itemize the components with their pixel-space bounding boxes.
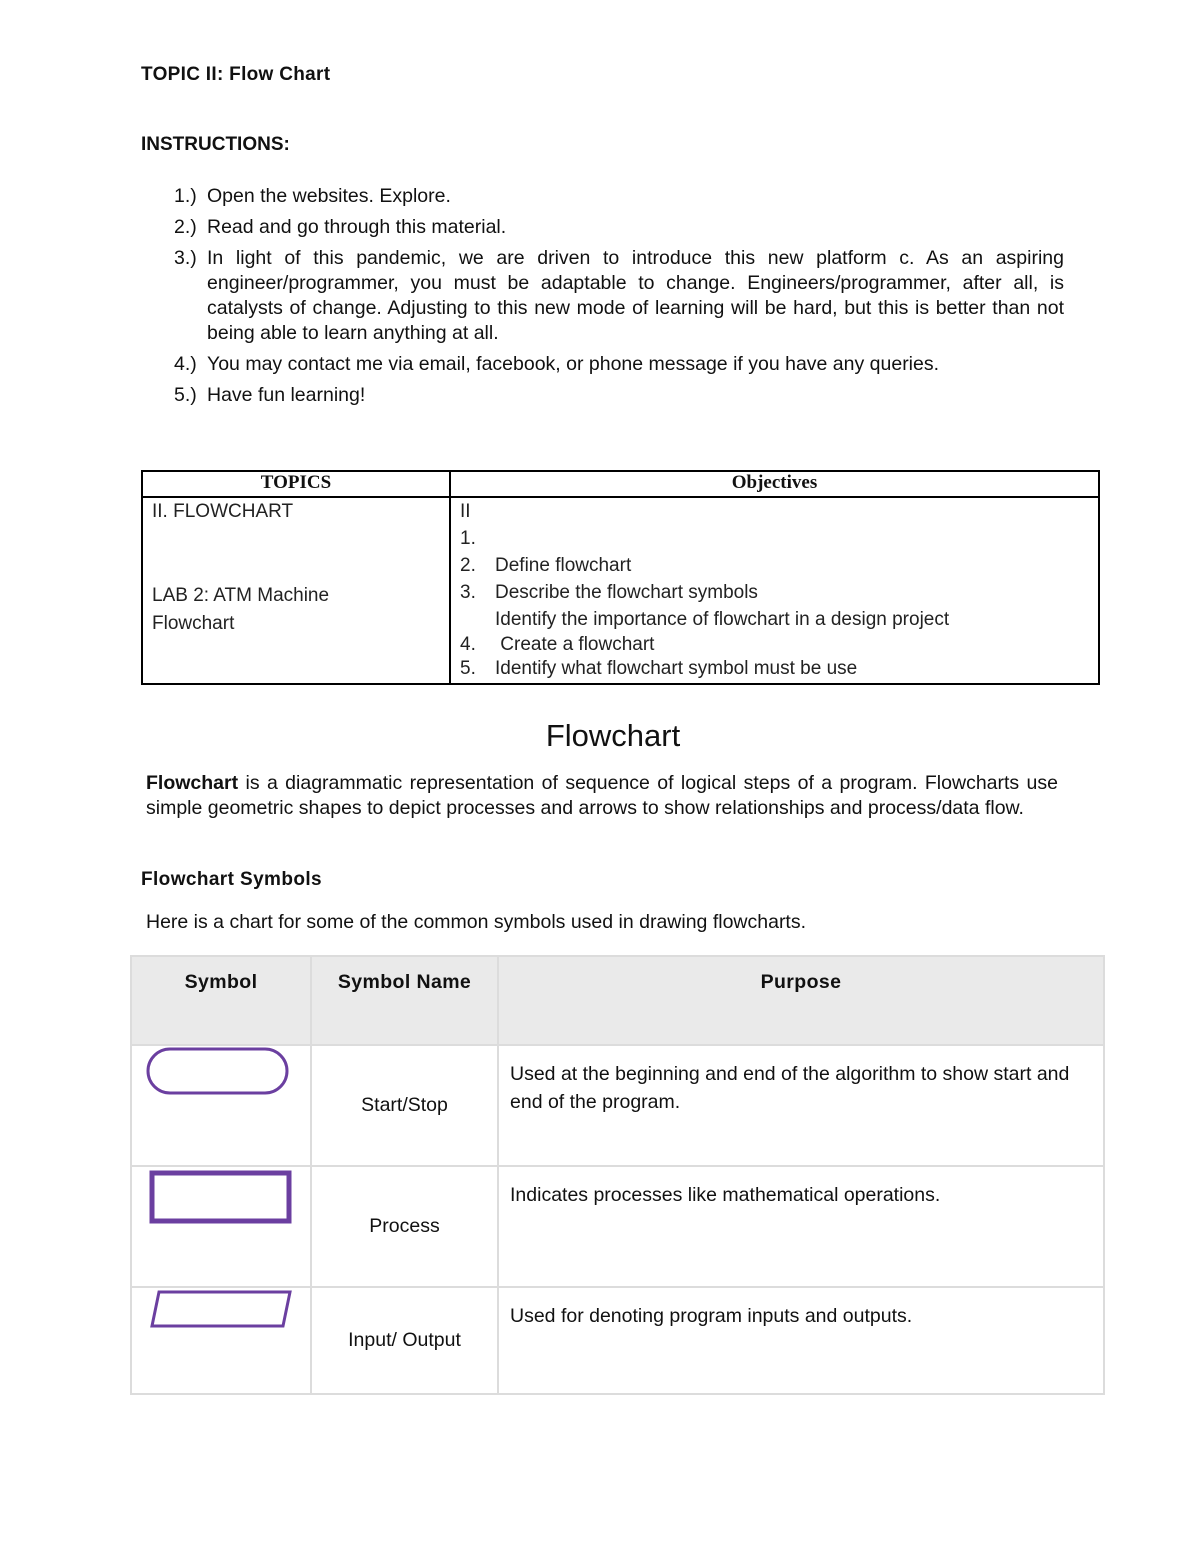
instruction-item <box>174 383 1064 408</box>
symbols-heading: Flowchart Symbols <box>141 869 323 890</box>
topic-line: Flowchart <box>152 613 235 634</box>
symbol-cell <box>131 1166 311 1287</box>
objective-number <box>460 606 495 633</box>
topics-cell <box>142 497 450 684</box>
objective-text: Create a flowchart <box>495 634 655 655</box>
objective-number: 4. <box>460 634 476 655</box>
definition-text: is a diagrammatic representation of sequence of logical steps of a program. Flowcharts use simple geometric shapes to depict processes and arrows to show relationships and process/data flow. <box>146 772 1058 819</box>
topic-line: LAB 2: ATM Machine <box>152 585 330 606</box>
table-row <box>131 1166 1104 1287</box>
terminal-oval-icon <box>132 1046 308 1151</box>
objectives-cell <box>450 497 1099 684</box>
symbol-name: Input/ Output <box>311 1287 498 1394</box>
topics-header: TOPICS <box>142 471 450 497</box>
objective-number: 2. <box>460 555 476 576</box>
objective-text: Identify the importance of flowchart in a design project <box>495 609 950 630</box>
table-row <box>131 1045 1104 1166</box>
instruction-text: In light of this pandemic, we are driven to introduce this new platform c. As an aspiring engineer/programmer, you must be adaptable to change. Engineers/programmer, after all, is catalysts of change. Adjusting to this new mode of learning will be hard, but this is better than not being able to learn anything at all. <box>207 247 1064 344</box>
symbol-name: Start/Stop <box>311 1045 498 1166</box>
objective-number: 3. <box>460 582 476 603</box>
instruction-item <box>174 184 1064 209</box>
topic-line: II. FLOWCHART <box>152 501 294 522</box>
definition-term: Flowchart <box>146 772 239 794</box>
symbol-purpose: Indicates processes like mathematical operations. <box>498 1166 1104 1287</box>
section-title: Flowchart <box>545 718 681 753</box>
instruction-item <box>174 215 1064 240</box>
instruction-item <box>174 246 1064 346</box>
instruction-number: 3.) <box>174 247 197 269</box>
instruction-text: Have fun learning! <box>207 384 366 406</box>
purpose-column-header: Purpose <box>498 956 1104 1045</box>
input-output-parallelogram-icon <box>132 1288 308 1379</box>
symbol-name: Process <box>311 1166 498 1287</box>
symbols-table <box>130 955 1105 1395</box>
topics-objectives-table <box>141 470 1100 685</box>
objective-text: Define flowchart <box>495 555 632 576</box>
instruction-number: 2.) <box>174 216 197 238</box>
objective-number: 5. <box>460 658 476 679</box>
topic-line <box>152 554 440 582</box>
topic-line <box>152 526 440 554</box>
process-rectangle-icon <box>132 1167 308 1272</box>
instruction-number: 4.) <box>174 353 197 375</box>
instructions-label: INSTRUCTIONS: <box>141 134 290 155</box>
objective-text: Describe the flowchart symbols <box>495 582 758 603</box>
objective-item <box>460 498 1089 525</box>
symbol-cell <box>131 1045 311 1166</box>
symbol-purpose: Used at the beginning and end of the algorithm to show start and end of the program. <box>498 1045 1104 1166</box>
symbol-cell <box>131 1287 311 1394</box>
instruction-text: Open the websites. Explore. <box>207 185 451 207</box>
topic-title: TOPIC II: Flow Chart <box>141 64 331 85</box>
objective-number: 1. <box>460 528 476 549</box>
symbol-column-header: Symbol <box>131 956 311 1045</box>
objective-number: II <box>460 501 471 522</box>
instruction-number: 5.) <box>174 384 197 406</box>
instruction-text: You may contact me via email, facebook, or phone message if you have any queries. <box>207 353 940 375</box>
instruction-number: 1.) <box>174 185 197 207</box>
flowchart-definition <box>146 771 1058 821</box>
symbols-intro: Here is a chart for some of the common symbols used in drawing flowcharts. <box>146 911 807 933</box>
objectives-header: Objectives <box>450 471 1099 497</box>
objective-item <box>460 579 1089 606</box>
objective-text: Identify what flowchart symbol must be use <box>495 658 858 679</box>
table-row <box>131 1287 1104 1394</box>
objective-item <box>460 633 1089 657</box>
objective-item <box>460 657 1089 681</box>
objective-item <box>460 606 1089 633</box>
instruction-item <box>174 352 1064 377</box>
symbol-purpose: Used for denoting program inputs and outputs. <box>498 1287 1104 1394</box>
objective-item <box>460 552 1089 579</box>
instructions-list <box>174 184 1064 414</box>
objective-item <box>460 525 1089 552</box>
instruction-text: Read and go through this material. <box>207 216 507 238</box>
symbol-name-column-header: Symbol Name <box>311 956 498 1045</box>
